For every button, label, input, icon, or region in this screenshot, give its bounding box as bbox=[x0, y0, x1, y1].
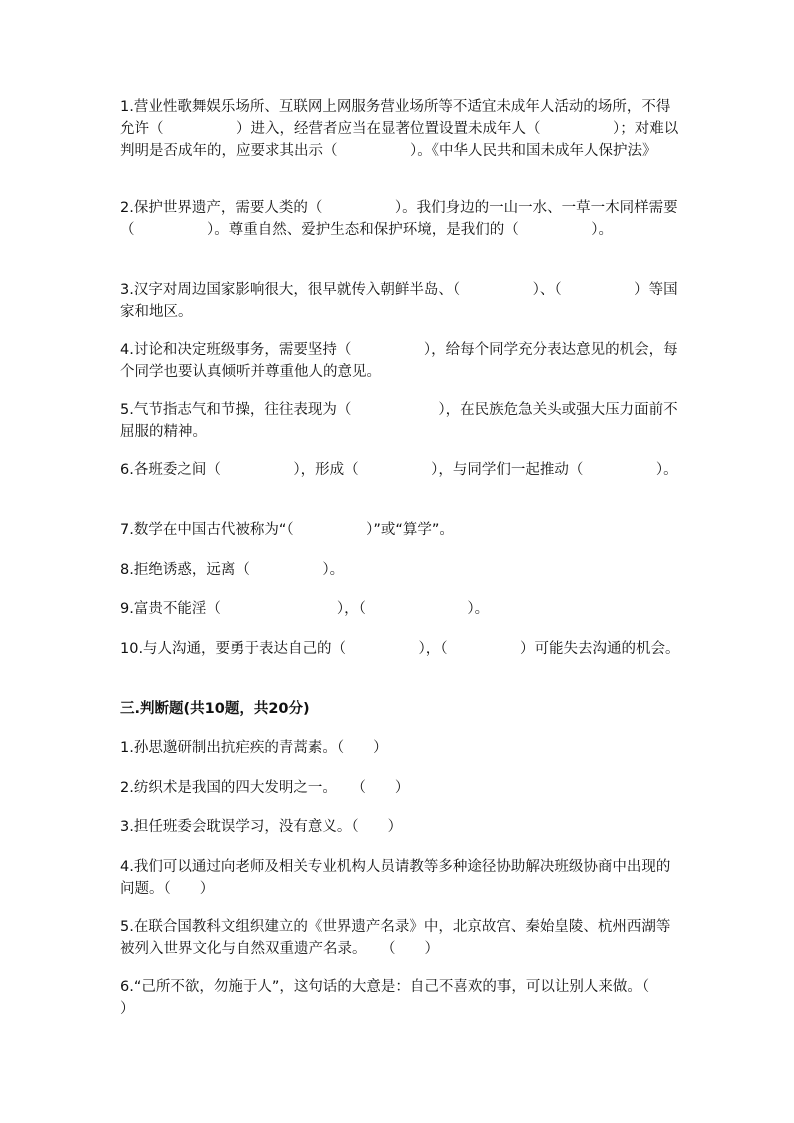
fill-question-9: 9.富贵不能淫（ ），（ ）。 bbox=[120, 601, 490, 617]
fill-question-8: 8.拒绝诱惑，远离（ ）。 bbox=[120, 562, 345, 578]
fill-question-5: 5.气节指志气和节操，往往表现为（ ），在民族危急关头或强大压力面前不屈服的精神。 bbox=[120, 402, 678, 440]
judge-question-2: 2.纺织术是我国的四大发明之一。 （ ） bbox=[120, 780, 410, 796]
fill-question-7: 7.数学在中国古代被称为“（ ）”或“算学”。 bbox=[120, 522, 454, 538]
judge-question-6: 6.“己所不欲，勿施于人”，这句话的大意是：自己不喜欢的事，可以让别人来做。（ ） bbox=[120, 979, 679, 1017]
fill-question-3: 3.汉字对周边国家影响很大，很早就传入朝鲜半岛、（ ）、（ ）等国家和地区。 bbox=[120, 282, 678, 320]
fill-question-6: 6.各班委之间（ ），形成（ ），与同学们一起推动（ ）。 bbox=[120, 462, 678, 478]
fill-question-10: 10.与人沟通，要勇于表达自己的（ ），（ ）可能失去沟通的机会。 bbox=[120, 641, 680, 657]
judge-question-4: 4.我们可以通过向老师及相关专业机构人员请教等多种途径协助解决班级协商中出现的问题。（ ） bbox=[120, 859, 671, 897]
fill-question-4: 4.讨论和决定班级事务，需要坚持（ ），给每个同学充分表达意见的机会，每个同学也要认真倾听并尊重他人的意见。 bbox=[120, 342, 678, 380]
judge-question-5: 5.在联合国教科文组织建立的《世界遗产名录》中，北京故宫、秦始皇陵、杭州西湖等被列入世界文化与自然双重遗产名录。 （ ） bbox=[120, 919, 671, 957]
fill-question-1: 1.营业性歌舞娱乐场所、互联网上网服务营业场所等不适宜未成年人活动的场所，不得允许（ ）进入，经营者应当在显著位置设置未成年人（ ）；对难以判明是否成年的，应要求其出示（ ）。《中华人民共和国未成年人保护法》 bbox=[120, 99, 679, 159]
judge-question-1: 1.孙思邈研制出抗疟疾的青蒿素。（ ） bbox=[120, 740, 388, 756]
judge-question-3: 3.担任班委会耽误学习，没有意义。（ ） bbox=[120, 819, 403, 835]
section-title-judge: 三.判断题(共10题，共20分) bbox=[120, 701, 310, 717]
fill-question-2: 2.保护世界遗产，需要人类的（ ）。我们身边的一山一水、一草一木同样需要（ ）。尊重自然、爱护生态和保护环境，是我们的（ ）。 bbox=[120, 200, 678, 238]
